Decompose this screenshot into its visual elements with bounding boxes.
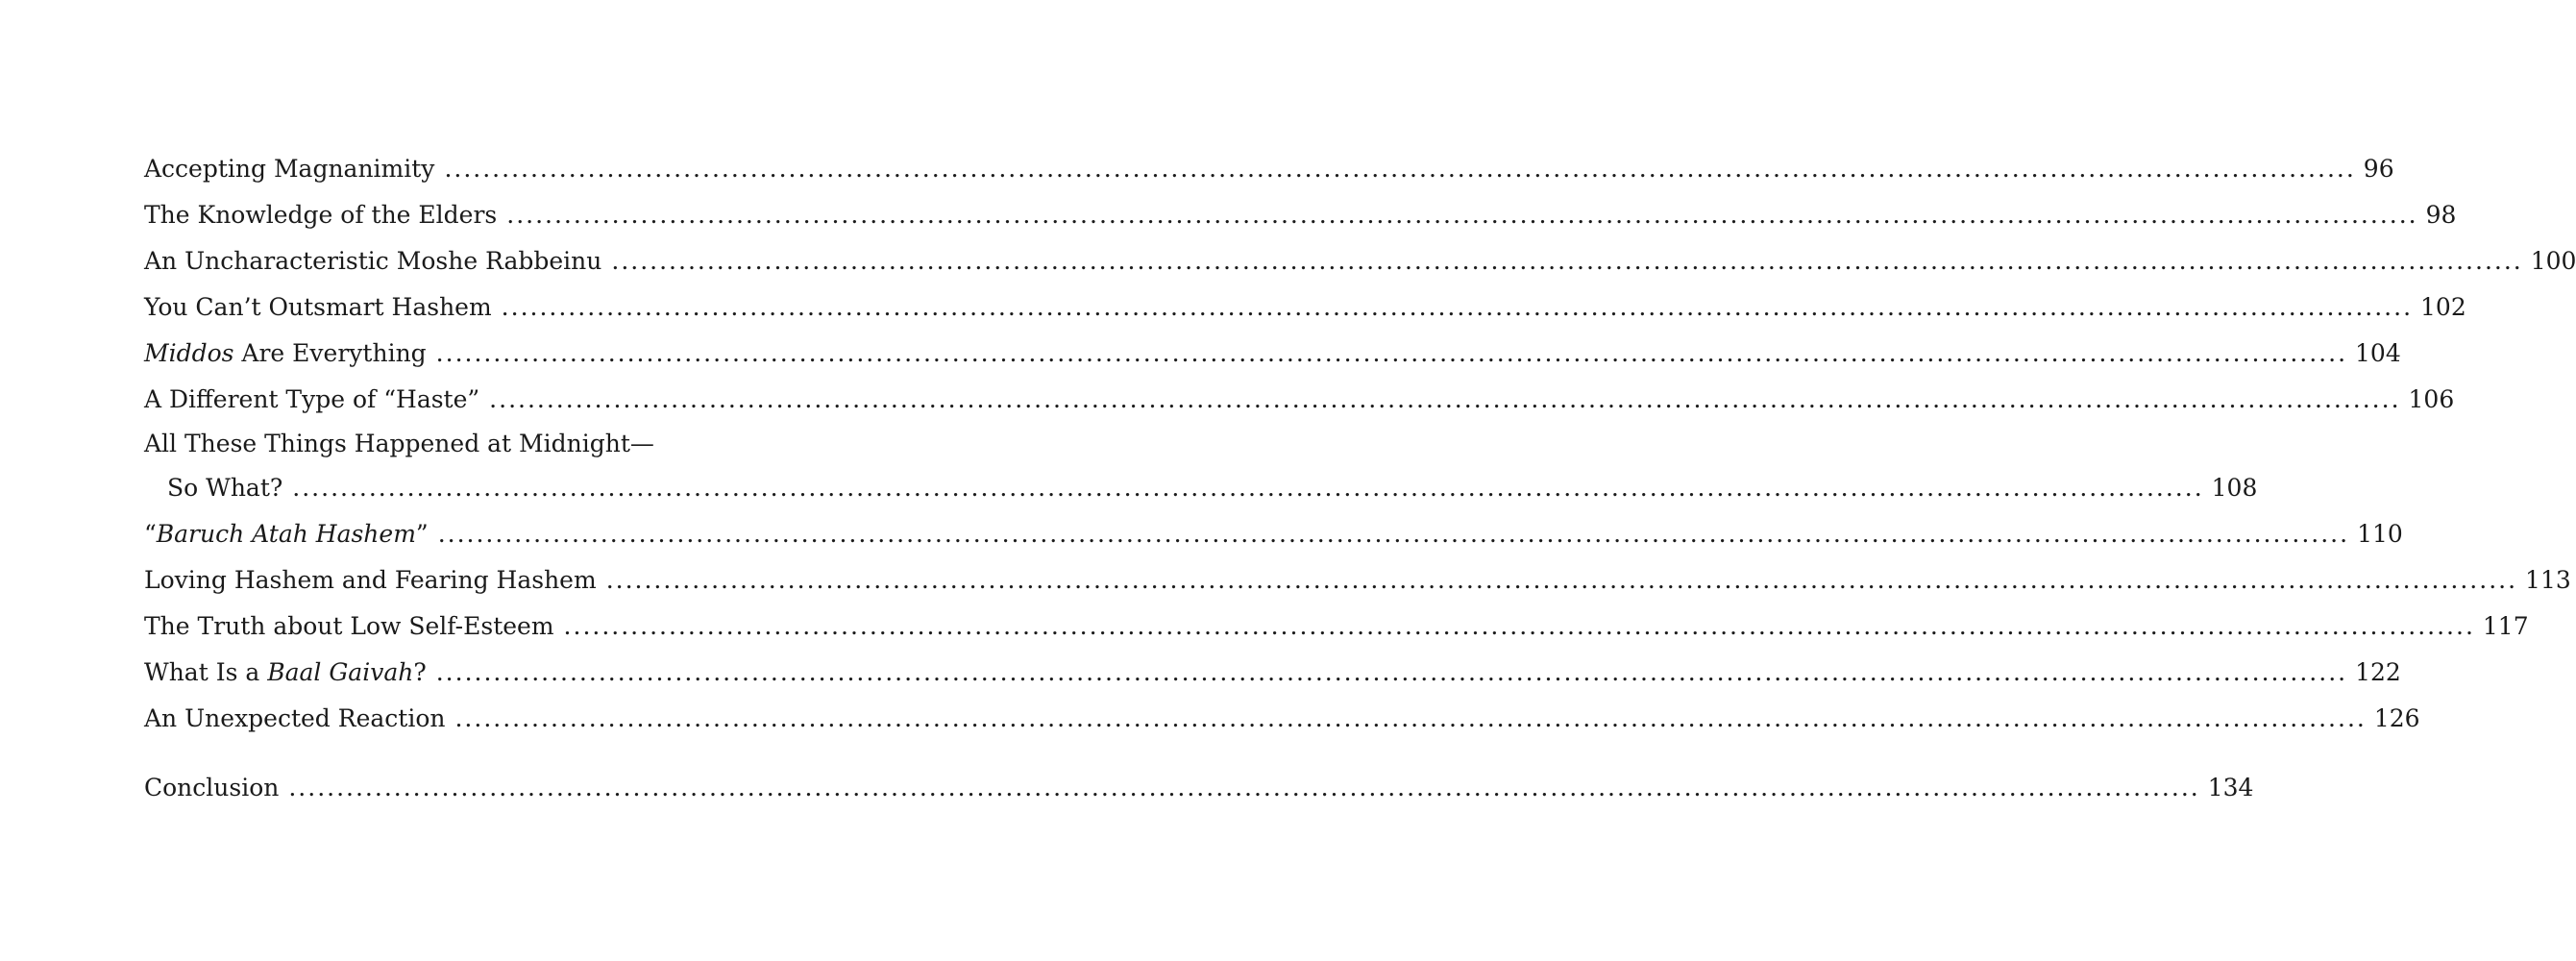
toc-entry-title: Loving Hashem and Fearing Hashem bbox=[144, 566, 597, 594]
section-gap bbox=[144, 742, 817, 765]
dot-leader: ........................................................................................................................................................................................................ bbox=[444, 155, 2356, 183]
dot-leader: ........................................................................................................................................................................................................ bbox=[292, 474, 2204, 502]
dot-leader: ........................................................................................................................................................................................................ bbox=[501, 293, 2414, 321]
toc-page-number: 122 bbox=[2355, 658, 2401, 686]
toc-entry-title: “Baruch Atah Hashem” bbox=[144, 520, 429, 548]
toc-entry[interactable] bbox=[144, 192, 2457, 238]
toc-page-number: 134 bbox=[2207, 774, 2254, 801]
toc-page-number: 126 bbox=[2373, 704, 2420, 732]
toc-entry[interactable] bbox=[144, 604, 2529, 650]
toc-page-number: 108 bbox=[2211, 474, 2258, 502]
toc-entry-title: An Uncharacteristic Moshe Rabbeinu bbox=[144, 247, 602, 275]
toc-entry-title: The Knowledge of the Elders bbox=[144, 201, 498, 229]
dot-leader: ........................................................................................................................................................................................................ bbox=[454, 704, 2367, 732]
toc-entry-title: Accepting Magnanimity bbox=[144, 155, 435, 183]
dot-leader: ........................................................................................................................................................................................................ bbox=[437, 520, 2350, 548]
toc-page-number: 104 bbox=[2355, 339, 2401, 367]
toc-entry-title: Conclusion bbox=[144, 774, 280, 801]
toc-page-number: 106 bbox=[2408, 385, 2455, 413]
toc-page-number: 117 bbox=[2482, 612, 2529, 640]
toc-entry[interactable] bbox=[144, 331, 2401, 377]
toc-page-number: 102 bbox=[2420, 293, 2466, 321]
toc-entry[interactable] bbox=[144, 377, 2455, 423]
dot-leader: ........................................................................................................................................................................................................ bbox=[435, 658, 2348, 686]
toc-entry-title: What Is a Baal Gaivah? bbox=[144, 658, 427, 686]
toc-page-number: 113 bbox=[2525, 566, 2571, 594]
toc-entry-title: So What? bbox=[167, 474, 283, 502]
toc-page-number: 110 bbox=[2357, 520, 2403, 548]
toc-entry bbox=[144, 465, 2258, 511]
toc-entry-multiline[interactable] bbox=[144, 423, 2258, 511]
toc-entry-title: A Different Type of “Haste” bbox=[144, 385, 480, 413]
dot-leader: ........................................................................................................................................................................................................ bbox=[489, 385, 2401, 413]
toc-entry[interactable] bbox=[144, 146, 2394, 192]
dot-leader: ........................................................................................................................................................................................................ bbox=[611, 247, 2523, 275]
toc-entry[interactable] bbox=[144, 238, 2576, 284]
toc-entry[interactable] bbox=[144, 284, 2466, 331]
toc-entry-title: The Truth about Low Self-Esteem bbox=[144, 612, 554, 640]
toc-page-number: 98 bbox=[2425, 201, 2457, 229]
toc-entry[interactable] bbox=[144, 557, 2571, 604]
dot-leader: ........................................................................................................................................................................................................ bbox=[605, 566, 2518, 594]
toc-entry-title: An Unexpected Reaction bbox=[144, 704, 446, 732]
toc-entry[interactable] bbox=[144, 696, 2420, 742]
table-of-contents bbox=[144, 146, 2576, 811]
toc-entry-title-line-1: All These Things Happened at Midnight— bbox=[144, 430, 654, 457]
toc-entry-title: You Can’t Outsmart Hashem bbox=[144, 293, 492, 321]
toc-entry[interactable] bbox=[144, 650, 2401, 696]
toc-entry-title: Middos Are Everything bbox=[144, 339, 427, 367]
toc-page-number: 96 bbox=[2363, 155, 2394, 183]
toc-entry[interactable] bbox=[144, 511, 2403, 557]
dot-leader: ........................................................................................................................................................................................................ bbox=[506, 201, 2418, 229]
dot-leader: ........................................................................................................................................................................................................ bbox=[435, 339, 2348, 367]
toc-entry-conclusion[interactable] bbox=[144, 765, 2254, 811]
toc-page-number: 100 bbox=[2530, 247, 2576, 275]
dot-leader: ........................................................................................................................................................................................................ bbox=[563, 612, 2475, 640]
dot-leader: ........................................................................................................................................................................................................ bbox=[288, 774, 2200, 801]
